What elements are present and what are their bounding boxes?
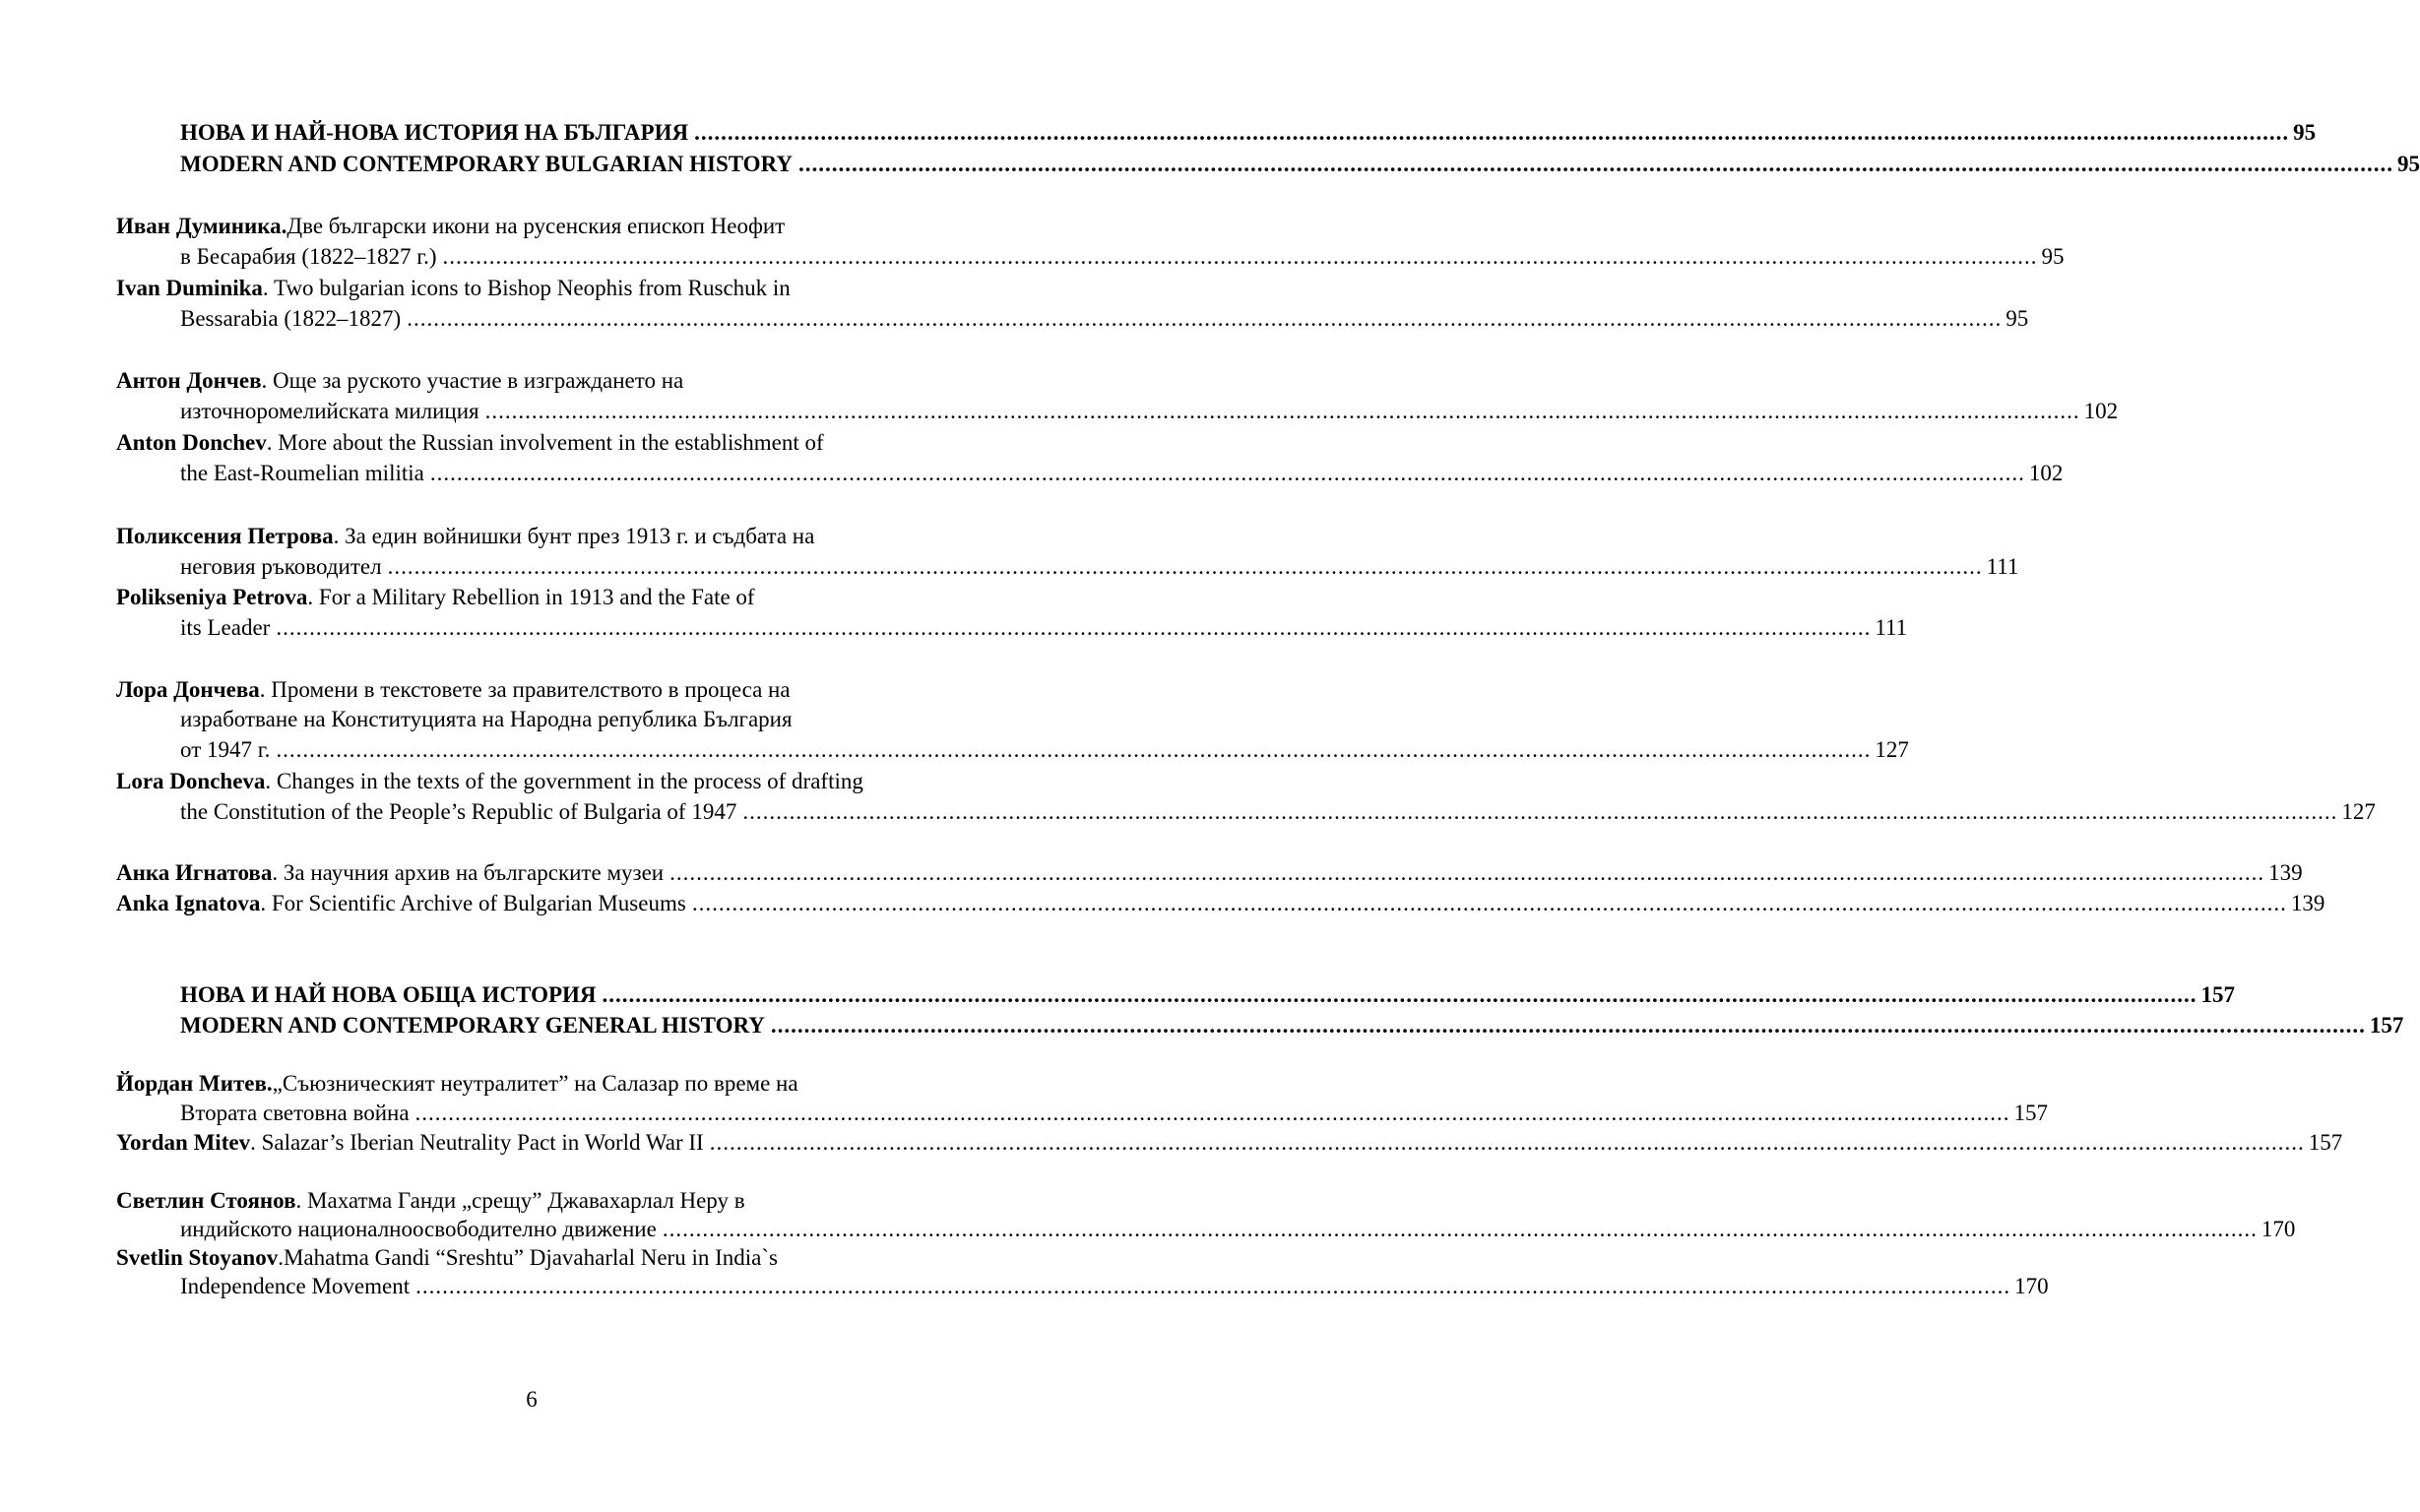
entry-title: . Промени в текстовете за правителството в процеса на xyxy=(259,677,791,702)
author-name: Иван Думиника. xyxy=(116,214,287,238)
entry-title: . More about the Russian involvement in the establishment of xyxy=(266,430,824,455)
leader-dots: ................................................................................................................................................................................................................................................ xyxy=(429,461,2025,485)
leader-dots: ................................................................................................................................................................................................................................................ xyxy=(691,891,2287,915)
entry-title: Две български икони на русенския епископ Неофит xyxy=(287,214,786,238)
author-name: Svetlin Stoyanov xyxy=(116,1245,279,1270)
page-ref: 95 xyxy=(2041,244,2065,269)
leader-dots: ................................................................................................................................................................................................................................................ xyxy=(415,1274,2011,1298)
leader-dots: ................................................................................................................................................................................................................................................ xyxy=(484,399,2080,423)
toc-entry-bg-cont: от 1947 г. ................................................................................................................................................................................................................................................ 127 xyxy=(180,735,926,765)
leader-dots: ................................................................................................................................................................................................................................................ xyxy=(407,306,2003,331)
page-ref: 95 xyxy=(2293,120,2317,145)
section-heading-en: MODERN AND CONTEMPORARY BULGARIAN HISTORY ................................................................................................................................................................................................................................................ 95 xyxy=(180,150,926,179)
page-ref: 157 xyxy=(2308,1130,2343,1155)
page-ref: 127 xyxy=(2341,799,2376,824)
entry-title: . Changes in the texts of the government in the process of drafting xyxy=(265,769,863,793)
toc-entry-en-cont: Bessarabia (1822–1827) ................................................................................................................................................................................................................................................ 95 xyxy=(180,304,926,334)
leader-dots: ................................................................................................................................................................................................................................................ xyxy=(276,737,1872,762)
toc-entry-bg xyxy=(116,1069,798,1099)
page-ref: 139 xyxy=(2290,891,2325,915)
section-heading-en: MODERN AND CONTEMPORARY GENERAL HISTORY ................................................................................................................................................................................................................................................ 157 xyxy=(180,1011,926,1040)
entry-title: . Two bulgarian icons to Bishop Neophis from Ruschuk in xyxy=(262,276,791,300)
leader-dots: ................................................................................................................................................................................................................................................ xyxy=(276,615,1872,640)
entry-title: . Salazar’s Iberian Neutrality Pact in World War II xyxy=(250,1130,704,1155)
page-ref: 95 xyxy=(2396,152,2420,176)
leader-dots: ................................................................................................................................................................................................................................................ xyxy=(742,799,2338,824)
toc-entry-en xyxy=(116,1128,2343,1158)
toc-entry-bg-cont: индийското националноосвободително движение ................................................................................................................................................................................................................................................ 170 xyxy=(180,1215,926,1244)
author-name: Анка Игнатова xyxy=(116,860,273,885)
author-name: Anka Ignatova xyxy=(116,891,261,915)
author-name: Поликсения Петрова xyxy=(116,524,334,548)
toc-entry-en xyxy=(116,889,2325,918)
entry-title: .Mahatma Gandi “Sreshtu” Djavaharlal Neru in India`s xyxy=(278,1245,778,1270)
entry-title: . За един войнишки бунт през 1913 г. и съдбата на xyxy=(333,524,815,548)
section-heading-bg: НОВА И НАЙ-НОВА ИСТОРИЯ НА БЪЛГАРИЯ ................................................................................................................................................................................................................................................ 95 xyxy=(180,118,926,148)
toc-entry-bg xyxy=(116,858,2303,888)
toc-entry-en-cont: the Constitution of the People’s Republic of Bulgaria of 1947 ................................................................................................................................................................................................................................................ 127 xyxy=(180,797,926,827)
page-ref: 127 xyxy=(1875,737,1909,762)
entry-title: . For a Military Rebellion in 1913 and the Fate of xyxy=(307,585,755,609)
entry-title: . За научния архив на българските музеи xyxy=(272,860,665,885)
toc-entry-bg xyxy=(116,212,785,241)
leader-dots: ................................................................................................................................................................................................................................................ xyxy=(770,1013,2366,1038)
author-name: Ivan Duminika xyxy=(116,276,263,300)
page-ref: 157 xyxy=(2200,982,2236,1007)
author-name: Anton Donchev xyxy=(116,430,267,455)
page-ref: 139 xyxy=(2268,860,2303,885)
author-name: Polikseniya Petrova xyxy=(116,585,308,609)
page-ref: 95 xyxy=(2006,306,2029,331)
toc-entry-en-cont: Independence Movement ................................................................................................................................................................................................................................................ 170 xyxy=(180,1272,926,1301)
toc-entry-bg-cont: Втората световна война ................................................................................................................................................................................................................................................ 157 xyxy=(180,1099,926,1128)
toc-entry-en xyxy=(116,428,824,458)
leader-dots: ................................................................................................................................................................................................................................................ xyxy=(442,244,2038,269)
page-number: 6 xyxy=(526,1387,538,1412)
page-ref: 102 xyxy=(2028,461,2064,485)
toc-entry-en xyxy=(116,274,791,303)
author-name: Yordan Mitev xyxy=(116,1130,251,1155)
leader-dots: ................................................................................................................................................................................................................................................ xyxy=(414,1101,2010,1125)
page-ref: 170 xyxy=(2014,1274,2049,1298)
leader-dots: ................................................................................................................................................................................................................................................ xyxy=(797,152,2393,176)
leader-dots: ................................................................................................................................................................................................................................................ xyxy=(387,554,1983,579)
entry-title: . Махатма Ганди „срещу” Джавахарлал Неру в xyxy=(295,1188,745,1213)
leader-dots: ................................................................................................................................................................................................................................................ xyxy=(662,1217,2258,1241)
toc-entry-bg xyxy=(116,1186,745,1216)
page-ref: 157 xyxy=(2013,1101,2049,1125)
section-heading-bg: НОВА И НАЙ НОВА ОБЩА ИСТОРИЯ ................................................................................................................................................................................................................................................ 157 xyxy=(180,980,926,1010)
toc-entry-bg-cont: източноромелийската милиция ................................................................................................................................................................................................................................................ 102 xyxy=(180,397,926,426)
toc-entry-bg xyxy=(116,675,791,705)
toc-entry-en-cont: the East-Roumelian militia ................................................................................................................................................................................................................................................ 102 xyxy=(180,459,926,488)
toc-entry-bg-cont: неговия ръководител ................................................................................................................................................................................................................................................ 111 xyxy=(180,552,926,582)
leader-dots: ................................................................................................................................................................................................................................................ xyxy=(694,120,2290,145)
page-ref: 102 xyxy=(2083,399,2119,423)
toc-entry-en xyxy=(116,1243,778,1273)
toc-entry-bg-cont: в Бесарабия (1822–1827 г.) ................................................................................................................................................................................................................................................ 95 xyxy=(180,242,926,272)
page-ref: 111 xyxy=(1986,554,2019,579)
leader-dots: ................................................................................................................................................................................................................................................ xyxy=(669,860,2265,885)
author-name: Светлин Стоянов xyxy=(116,1188,296,1213)
author-name: Лора Дончева xyxy=(116,677,260,702)
toc-entry-en xyxy=(116,583,755,612)
entry-title: . Още за руското участие в изграждането на xyxy=(261,368,684,393)
toc-entry-en-cont: its Leader ................................................................................................................................................................................................................................................ 111 xyxy=(180,613,926,643)
toc-entry-bg-cont: изработване на Конституцията на Народна република България xyxy=(180,707,793,731)
entry-title: . For Scientific Archive of Bulgarian Museums xyxy=(260,891,686,915)
leader-dots: ................................................................................................................................................................................................................................................ xyxy=(709,1130,2305,1155)
toc-entry-en xyxy=(116,767,863,796)
author-name: Йордан Митев. xyxy=(116,1071,273,1096)
toc-entry-bg xyxy=(116,366,683,396)
author-name: Lora Doncheva xyxy=(116,769,266,793)
entry-title: „Съюзническият неутралитет” на Салазар по време на xyxy=(272,1071,798,1096)
page-ref: 111 xyxy=(1875,615,1908,640)
leader-dots: ................................................................................................................................................................................................................................................ xyxy=(602,982,2197,1007)
page-ref: 157 xyxy=(2369,1013,2404,1038)
toc-entry-bg xyxy=(116,522,814,551)
page-ref: 170 xyxy=(2261,1217,2296,1241)
author-name: Антон Дончев xyxy=(116,368,262,393)
